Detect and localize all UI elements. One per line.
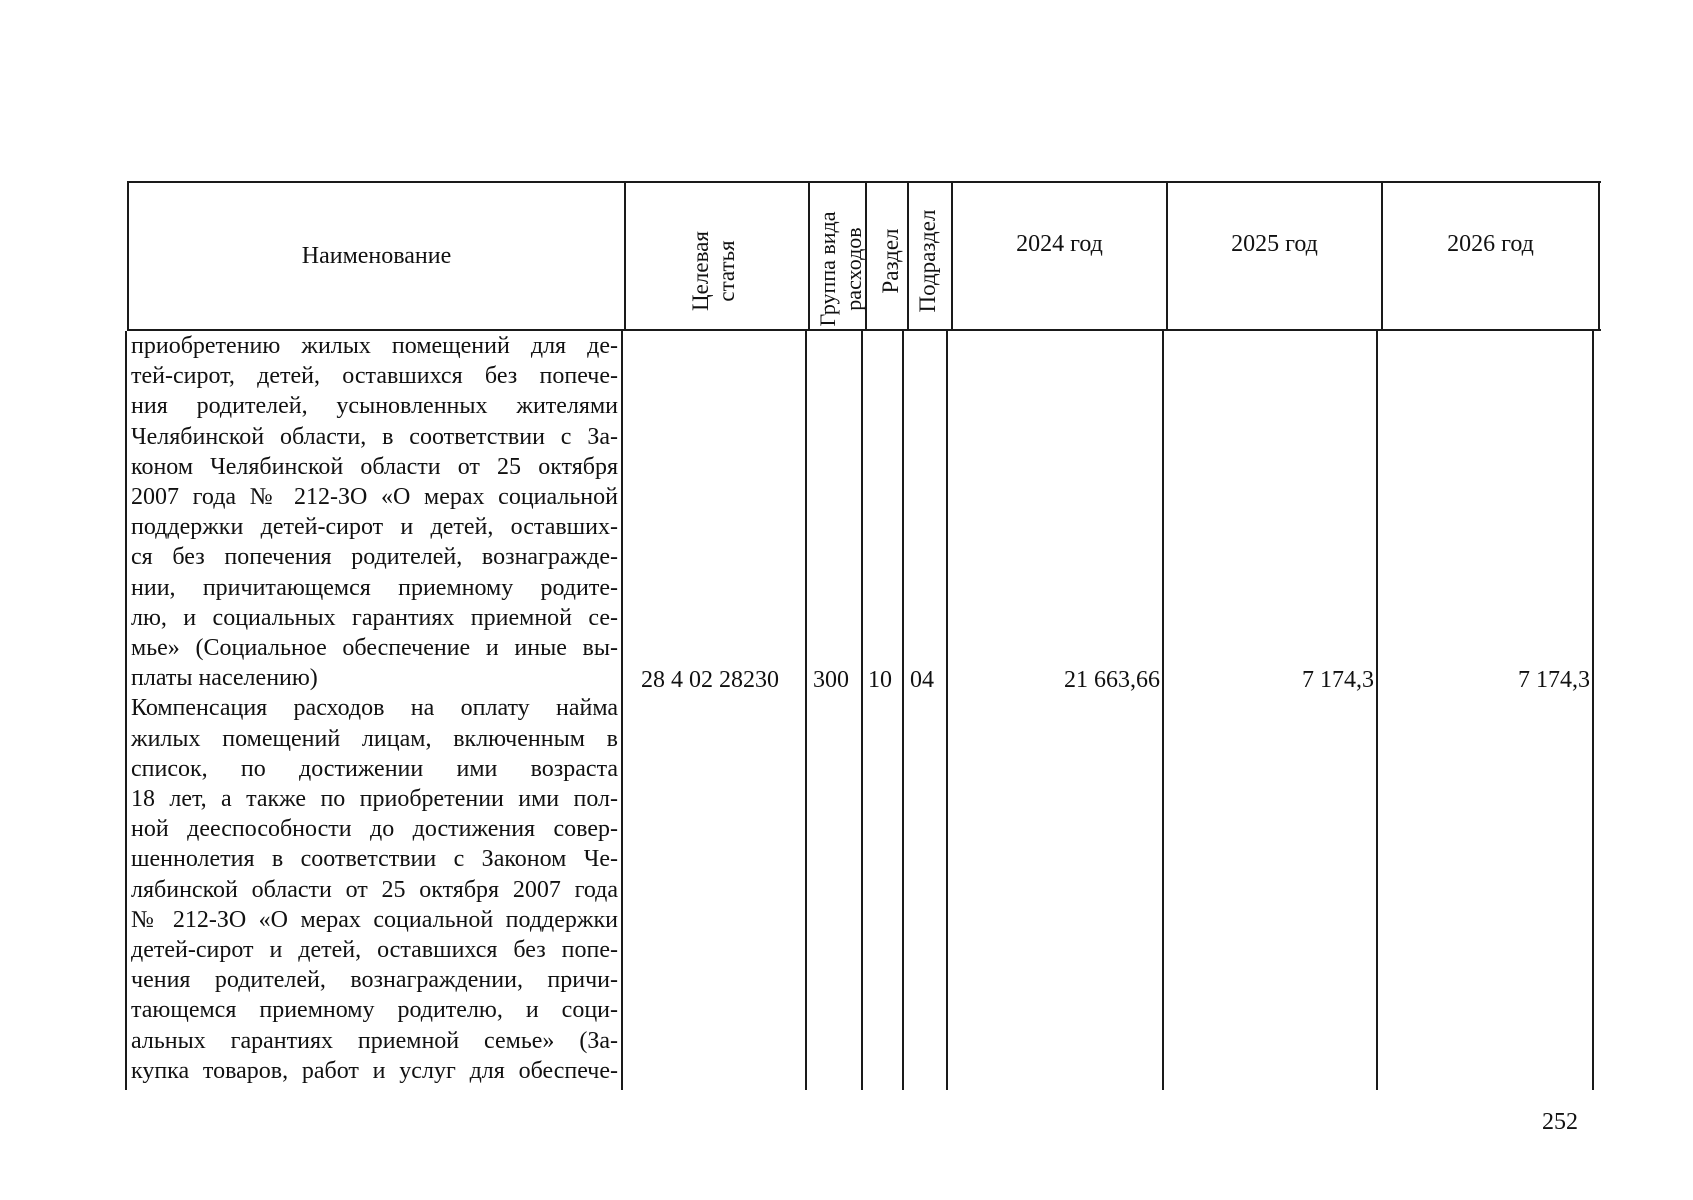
body-border-6 bbox=[1162, 331, 1164, 1090]
header-name-text: Наименование bbox=[301, 243, 452, 269]
name-line: коном Челябинской области от 25 октября bbox=[131, 453, 618, 480]
body-border-1 bbox=[621, 331, 623, 1090]
name-line: платы населению) bbox=[131, 665, 318, 692]
body-border-2 bbox=[805, 331, 807, 1090]
name-line: № 212-ЗО «О мерах социальной поддержки bbox=[131, 906, 618, 933]
name-line: жилых помещений лицам, включенным в bbox=[131, 725, 618, 752]
name-line: Челябинской области, в соответствии с За- bbox=[131, 423, 618, 450]
name-line: ся без попечения родителей, вознагражде- bbox=[131, 544, 618, 571]
body-border-7 bbox=[1376, 331, 1378, 1090]
name-line: альных гарантиях приемной семье» (За- bbox=[131, 1027, 618, 1054]
name-line: тающемся приемному родителю, и соци- bbox=[131, 997, 618, 1024]
col-border-2 bbox=[808, 181, 810, 331]
name-line: нии, причитающемся приемному родите- bbox=[131, 574, 618, 601]
name-line: поддержки детей-сирот и детей, оставших- bbox=[131, 514, 618, 541]
name-line: ной дееспособности до достижения совер- bbox=[131, 816, 618, 843]
name-line: 2007 года № 212-ЗО «О мерах социальной bbox=[131, 484, 618, 511]
name-line: тей-сирот, детей, оставшихся без попече- bbox=[131, 363, 618, 390]
name-line: ния родителей, усыновленных жителями bbox=[131, 393, 618, 420]
col-border-right bbox=[1598, 181, 1600, 331]
amount-2026-value: 7 174,3 bbox=[1518, 667, 1590, 693]
body-border-right bbox=[1592, 331, 1594, 1090]
body-border-3 bbox=[861, 331, 863, 1090]
section-value: 10 bbox=[868, 667, 892, 693]
body-border-5 bbox=[946, 331, 948, 1090]
amount-2024-value: 21 663,66 bbox=[1064, 667, 1160, 693]
col-border-1 bbox=[624, 181, 626, 331]
header-2024: 2024 год bbox=[1016, 231, 1103, 257]
target-article-value: 28 4 02 28230 bbox=[641, 667, 779, 693]
name-line: лю, и социальных гарантиях приемной се- bbox=[131, 604, 618, 631]
name-line: купка товаров, работ и услуг для обеспече- bbox=[131, 1057, 618, 1084]
page-number: 252 bbox=[1542, 1109, 1578, 1135]
body-border-4 bbox=[902, 331, 904, 1090]
header-2026: 2026 год bbox=[1447, 231, 1534, 257]
subsection-value: 04 bbox=[910, 667, 934, 693]
header-expense-group: Группа вида расходов bbox=[815, 211, 866, 327]
amount-2025-value: 7 174,3 bbox=[1302, 667, 1374, 693]
header-2025: 2025 год bbox=[1231, 231, 1318, 257]
name-line: приобретению жилых помещений для де- bbox=[131, 333, 618, 359]
header-section: Раздел bbox=[878, 228, 903, 294]
name-line: мье» (Социальное обеспечение и иные вы- bbox=[131, 635, 618, 662]
expense-group-value: 300 bbox=[813, 667, 849, 693]
name-line: список, по достижении ими возраста bbox=[131, 755, 618, 782]
row-name-cell bbox=[131, 331, 618, 1086]
name-line: чения родителей, вознаграждении, причи- bbox=[131, 967, 618, 994]
name-line: Компенсация расходов на оплату найма bbox=[131, 695, 618, 722]
name-line: детей-сирот и детей, оставшихся без попе- bbox=[131, 937, 618, 964]
header-subsection: Подраздел bbox=[915, 209, 940, 313]
header-name bbox=[129, 183, 624, 329]
header-target-article: Целевая статья bbox=[688, 231, 739, 311]
name-line: 18 лет, а также по приобретении ими пол- bbox=[131, 786, 618, 813]
name-line: лябинской области от 25 октября 2007 года bbox=[131, 876, 618, 903]
body-border-left bbox=[125, 331, 127, 1090]
name-line: шеннолетия в соответствии с Законом Че- bbox=[131, 846, 618, 873]
